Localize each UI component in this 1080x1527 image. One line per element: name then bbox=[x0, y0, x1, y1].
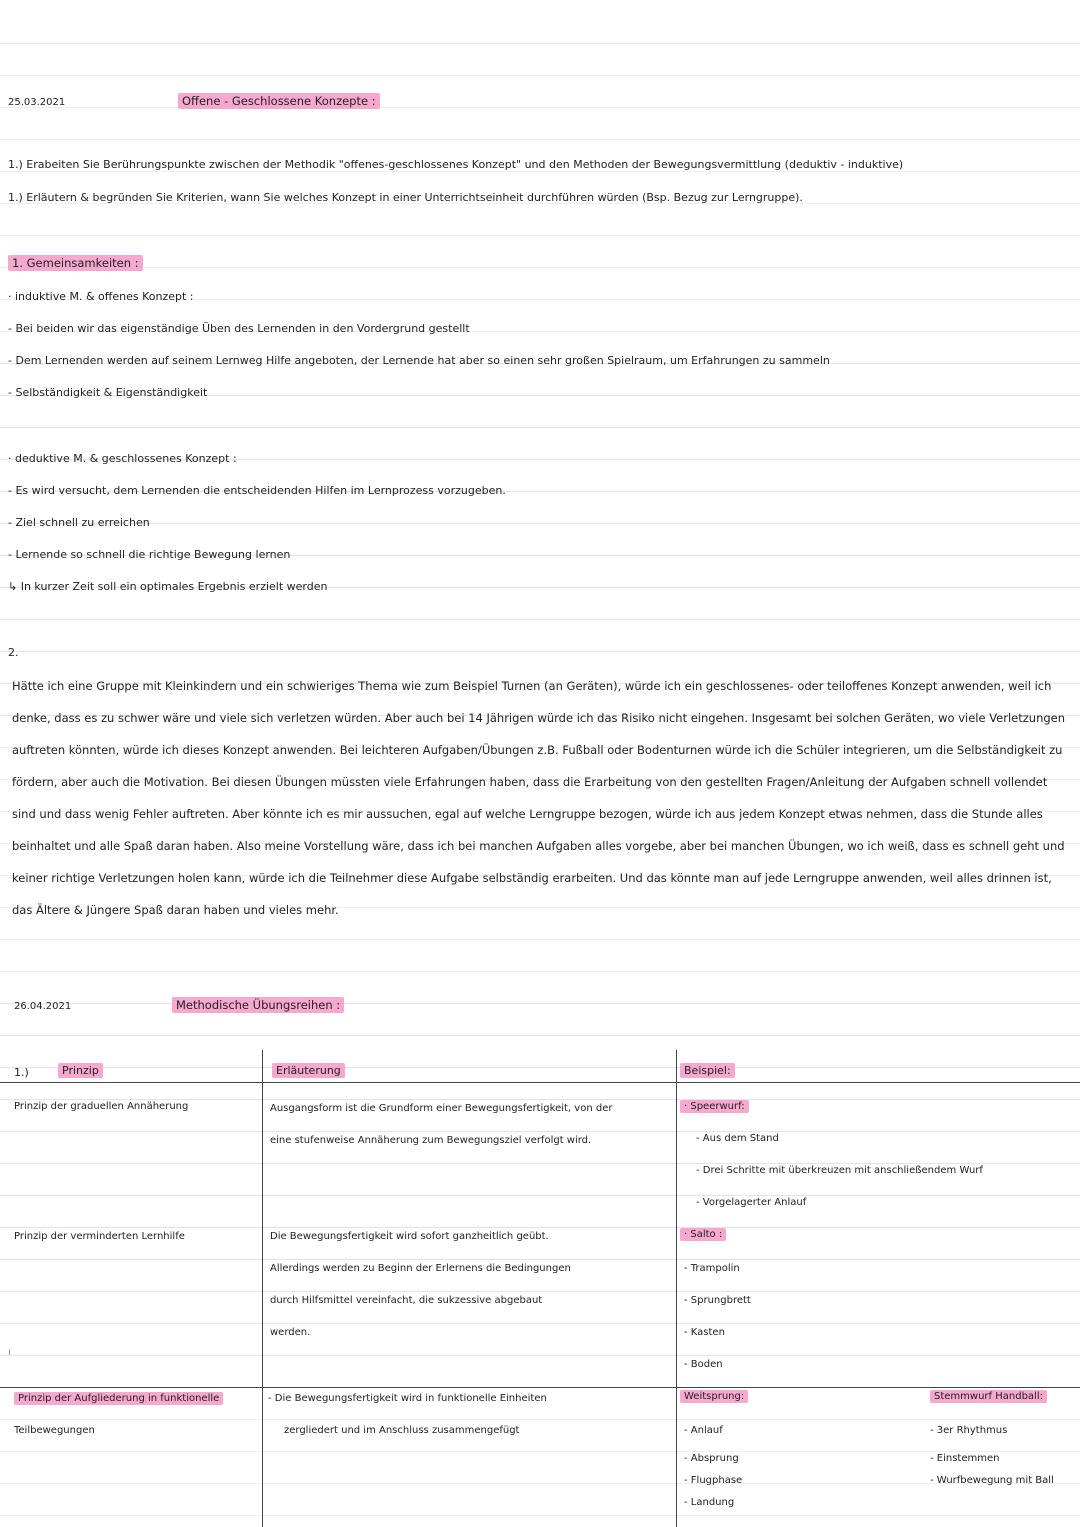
principle-label: Prinzip der graduellen Annäherung bbox=[14, 1101, 189, 1112]
entry-date: 26.04.2021 bbox=[14, 1001, 72, 1012]
example-title: Stemmwurf Handball: bbox=[930, 1390, 1047, 1404]
page-title: Offene - Geschlossene Konzepte : bbox=[178, 94, 380, 108]
principle-label: Prinzip der Aufgliederung in funktionelle bbox=[14, 1392, 223, 1406]
entry-date: 25.03.2021 bbox=[8, 97, 66, 108]
example-item: - Trampolin bbox=[684, 1263, 740, 1274]
explanation-line: Die Bewegungsfertigkeit wird sofort ganzheitlich geübt. bbox=[270, 1231, 549, 1242]
table-line bbox=[0, 1082, 1080, 1083]
table-divider bbox=[262, 1050, 263, 1527]
example-title: · Salto : bbox=[680, 1228, 726, 1242]
example-item: - Einstemmen bbox=[930, 1453, 1000, 1464]
answer-number: 2. bbox=[8, 646, 19, 659]
example-item: - Flugphase bbox=[684, 1475, 743, 1486]
example-item: - 3er Rhythmus bbox=[930, 1425, 1008, 1436]
example-item: - Aus dem Stand bbox=[696, 1133, 779, 1144]
heading-similarities: 1. Gemeinsamkeiten : bbox=[8, 256, 143, 270]
answer-paragraph: Hätte ich eine Gruppe mit Kleinkindern und ein schwieriges Thema wie zum Beispiel Turnen (an Geräten), würde ich ein geschlossenes- oder teiloffenes Konzept anwenden, weil ich denke, dass es zu schwer wäre und viele sich verletzen würden. Aber auch bei 14 Jährigen würde ich das Risiko nicht eingehen. Insgesamt bei solchen Geräten, wo viele Verletzungen auftreten könnten, würde ich dieses Konzept anwenden. Bei leichteren Aufgaben/Übungen z.B. Fußball oder Bodenturnen würde ich die Schüler integrieren, um die Selbständigkeit zu fördern, aber auch die Motivation. Bei diesen Übungen müssten viele Erfahrungen haben, dass die Erarbeitung von den gestellten Fragen/Anleitung der Aufgaben schnell vollendet sind und dass wenig Fehler auftreten. Aber könnte ich es mir aussuchen, egal auf welche Lerngruppe bezogen, würde ich aus jedem Konzept etwas nehmen, dass die Stunde alles beinhaltet und alle Spaß daran haben. Also meine Vorstellung wäre, dass ich bei manchen Aufgaben alles vorgebe, aber bei manchen Übungen, wo ich weiß, dass es schnell geht und keiner richtige Verletzungen holen kann, würde ich die Teilnehmer diese Aufgabe selbständig erarbeiten. Und das könnte man auf jede Lerngruppe anwenden, weil alles drinnen ist, das Ältere & Jüngere Spaß daran haben und vieles mehr. bbox=[12, 679, 1066, 917]
deductive-item: - Lernende so schnell die richtige Bewegung lernen bbox=[8, 548, 291, 561]
example-title: Weitsprung: bbox=[680, 1390, 748, 1404]
example-item: - Wurfbewegung mit Ball bbox=[930, 1475, 1054, 1486]
section-title: Methodische Übungsreihen : bbox=[172, 998, 344, 1012]
example-item: - Absprung bbox=[684, 1453, 739, 1464]
example-item: - Kasten bbox=[684, 1327, 725, 1338]
deductive-heading: · deduktive M. & geschlossenes Konzept : bbox=[8, 452, 237, 465]
explanation-line: Allerdings werden zu Beginn der Erlernens die Bedingungen bbox=[270, 1263, 571, 1274]
task-1: 1.) Erabeiten Sie Berührungspunkte zwischen der Methodik "offenes-geschlossenes Konzept" und den Methoden der Bewegungsvermittlung (deduktiv - induktive) bbox=[8, 158, 904, 171]
example-item: - Sprungbrett bbox=[684, 1295, 751, 1306]
principle-label-cont: Teilbewegungen bbox=[14, 1425, 95, 1436]
inductive-heading: · induktive M. & offenes Konzept : bbox=[8, 290, 194, 303]
example-item: - Drei Schritte mit überkreuzen mit anschließendem Wurf bbox=[696, 1165, 983, 1176]
explanation-line: eine stufenweise Annäherung zum Bewegungsziel verfolgt wird. bbox=[270, 1135, 592, 1146]
example-item: - Boden bbox=[684, 1359, 723, 1370]
inductive-item: - Selbständigkeit & Eigenständigkeit bbox=[8, 386, 208, 399]
explanation-line: werden. bbox=[270, 1327, 311, 1338]
inductive-item: - Dem Lernenden werden auf seinem Lernweg Hilfe angeboten, der Lernende hat aber so einen sehr großen Spielraum, um Erfahrungen zu sammeln bbox=[8, 354, 830, 367]
table-divider bbox=[676, 1050, 677, 1527]
task-2: 1.) Erläutern & begründen Sie Kriterien, wann Sie welches Konzept in einer Unterrichtseinheit durchführen würden (Bsp. Bezug zur Lerngruppe). bbox=[8, 191, 803, 204]
example-title: · Speerwurf: bbox=[680, 1100, 749, 1114]
example-item: - Landung bbox=[684, 1497, 735, 1508]
column-header-explanation: Erläuterung bbox=[272, 1064, 345, 1078]
deductive-item: - Es wird versucht, dem Lernenden die entscheidenden Hilfen im Lernprozess vorzugeben. bbox=[8, 484, 506, 497]
explanation-line: - Die Bewegungsfertigkeit wird in funktionelle Einheiten bbox=[268, 1393, 547, 1404]
principle-label: Prinzip der verminderten Lernhilfe bbox=[14, 1231, 185, 1242]
column-header-example: Beispiel: bbox=[680, 1064, 735, 1078]
explanation-line: Ausgangsform ist die Grundform einer Bewegungsfertigkeit, von der bbox=[270, 1103, 613, 1114]
deductive-item: - Ziel schnell zu erreichen bbox=[8, 516, 150, 529]
inductive-item: - Bei beiden wir das eigenständige Üben des Lernenden in den Vordergrund gestellt bbox=[8, 322, 470, 335]
explanation-line: zergliedert und im Anschluss zusammengefügt bbox=[284, 1425, 520, 1436]
explanation-line: durch Hilfsmittel vereinfacht, die sukzessive abgebaut bbox=[270, 1295, 543, 1306]
deductive-item: ↳ In kurzer Zeit soll ein optimales Ergebnis erzielt werden bbox=[8, 580, 328, 593]
column-number: 1.) bbox=[14, 1066, 29, 1079]
example-item: - Anlauf bbox=[684, 1425, 723, 1436]
column-header-principle: Prinzip bbox=[58, 1064, 103, 1078]
table-line bbox=[0, 1387, 1080, 1388]
example-item: - Vorgelagerter Anlauf bbox=[696, 1197, 807, 1208]
margin-mark: ı bbox=[8, 1347, 11, 1358]
